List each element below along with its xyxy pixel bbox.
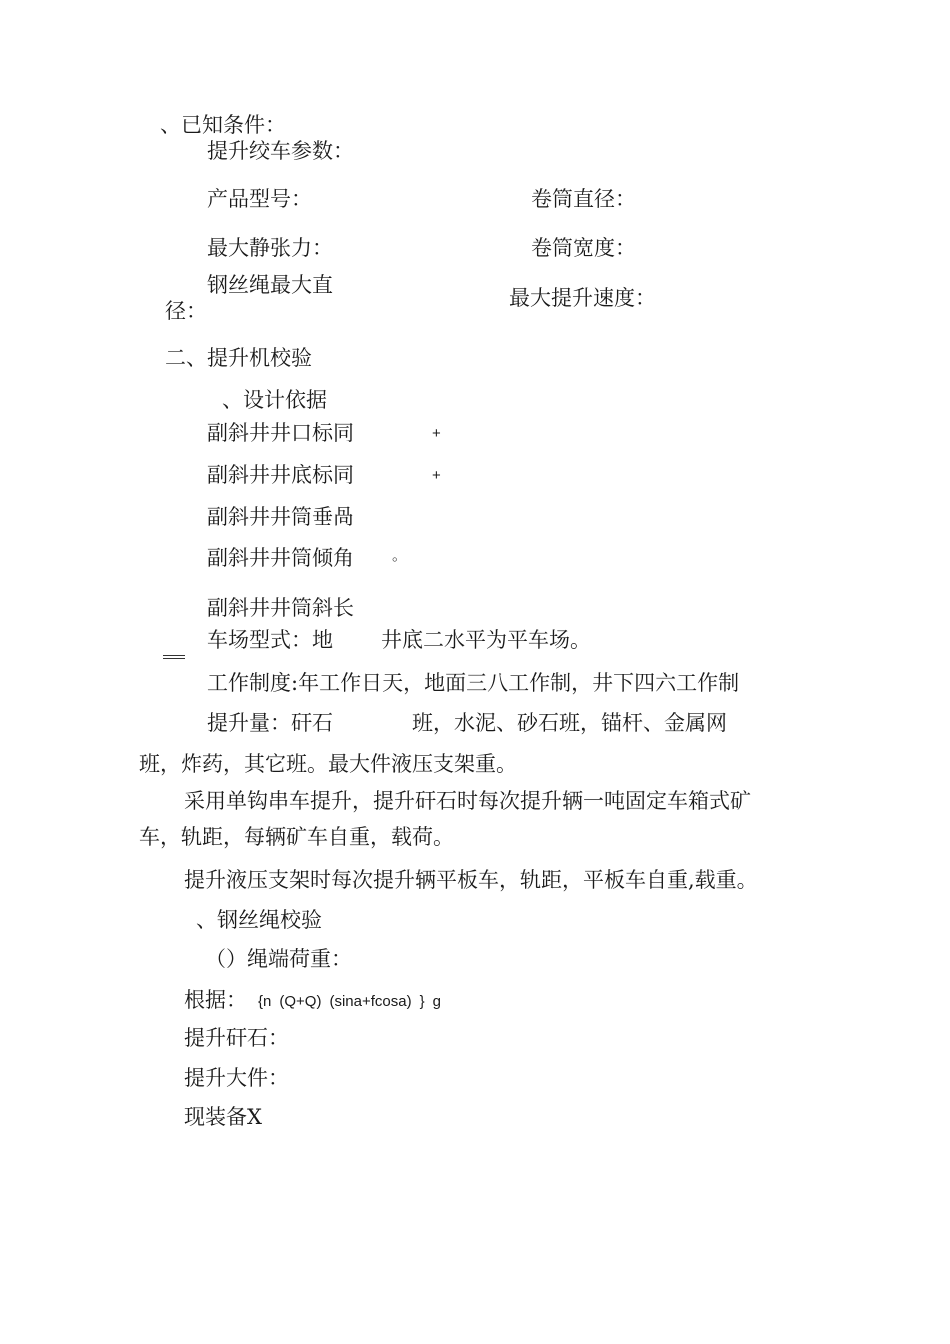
formula-term: (Q+Q) <box>279 993 322 1010</box>
vertical-height-label: 副斜井井筒垂咼 <box>207 505 354 529</box>
hoist-amount-values: 班，水泥、砂石班，锚杆、金属网 <box>412 711 727 735</box>
design-basis-heading: 、设计依据 <box>222 388 327 412</box>
slant-length-label: 副斜井井筒斜长 <box>207 596 354 620</box>
degree-sign: 。 <box>392 547 408 564</box>
formula-term: {n <box>258 993 272 1010</box>
hoist-amount-cont: 班，炸药，其它班。最大件液压支架重。 <box>139 752 517 776</box>
single-hook-line: 采用单钩串车提升，提升矸石时每次提升辆一吨固定车箱式矿 <box>184 789 751 813</box>
current-equipment-label: 现装备X <box>184 1105 262 1129</box>
formula-term: (sinа+fcosа) <box>329 993 412 1010</box>
formula-term: } <box>419 993 425 1010</box>
max-speed-label: 最大提升速度： <box>509 286 656 310</box>
formula-term: g <box>432 993 441 1010</box>
double-line-mark <box>163 655 185 659</box>
collar-elevation-plus: + <box>432 425 441 442</box>
max-static-tension-label: 最大静张力： <box>207 236 333 260</box>
basis-label: 根据： <box>184 988 247 1012</box>
yard-type-label: 车场型式：地 <box>207 628 333 652</box>
section2-heading: 二、提升机校验 <box>165 346 312 370</box>
drum-diameter-label: 卷筒直径： <box>531 187 636 211</box>
model-label: 产品型号： <box>207 187 312 211</box>
hoist-rock-label: 提升矸石： <box>184 1026 289 1050</box>
bottom-elevation-label: 副斜井井底标同 <box>207 463 354 487</box>
yard-type-value: 井底二水平为平车场。 <box>381 628 591 652</box>
rope-max-diameter-label-cont: 径： <box>165 299 207 323</box>
incline-angle-label: 副斜井井筒倾角 <box>207 546 354 570</box>
single-hook-cont: 车，轨距，每辆矿车自重，载荷。 <box>139 825 454 849</box>
rope-end-load-label: （）绳端荷重： <box>205 947 352 971</box>
work-system-line: 工作制度:年工作日天，地面三八工作制，井下四六工作制 <box>207 671 740 695</box>
hoist-large-label: 提升大件： <box>184 1066 289 1090</box>
hoist-params-label: 提升绞车参数： <box>207 139 354 163</box>
rope-load-formula <box>258 994 449 1009</box>
bottom-elevation-plus: + <box>432 467 441 484</box>
section1-heading: 、已知条件： <box>160 113 286 137</box>
section3-heading: 、钢丝绳校验 <box>196 908 322 932</box>
rope-max-diameter-label: 钢丝绳最大直 <box>207 273 333 297</box>
support-hoist-line: 提升液压支架时每次提升辆平板车，轨距，平板车自重,载重。 <box>184 868 758 892</box>
drum-width-label: 卷筒宽度： <box>531 236 636 260</box>
collar-elevation-label: 副斜井井口标同 <box>207 421 354 445</box>
hoist-amount-label: 提升量：矸石 <box>207 711 333 735</box>
